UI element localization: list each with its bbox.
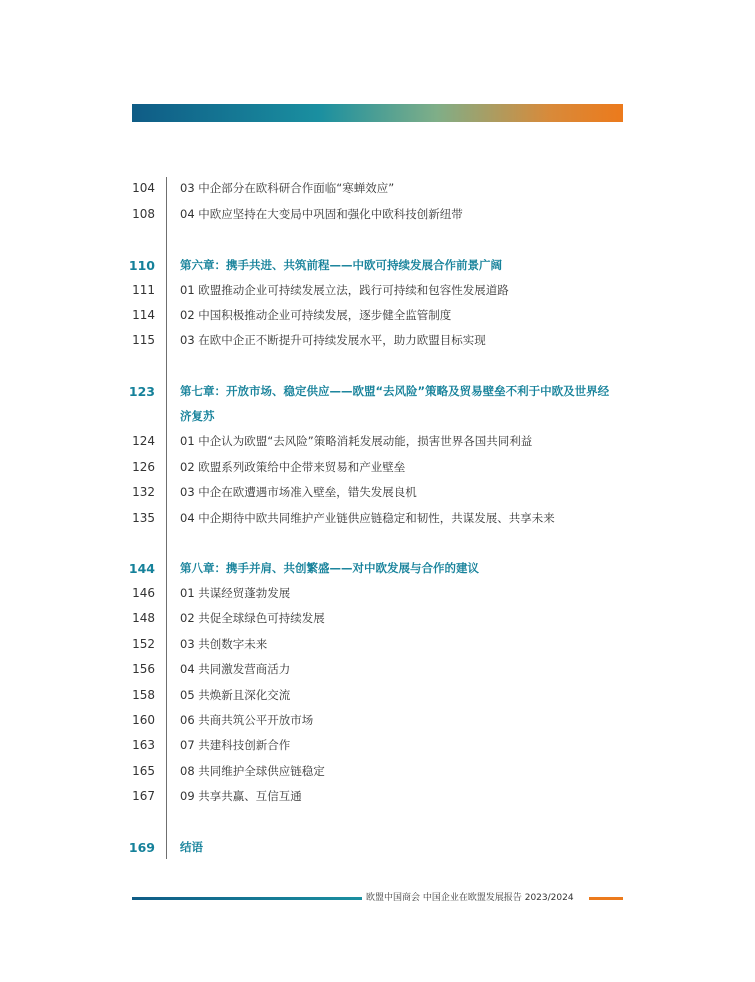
toc-page-number: 156 [132,662,155,676]
toc-page-number: 115 [132,333,155,347]
toc-page-number: 163 [132,738,155,752]
footer-line-right [589,897,623,900]
toc-page-number: 126 [132,460,155,474]
footer-line-left [132,897,362,900]
toc-entry[interactable] [0,632,755,657]
toc-page-number: 144 [128,561,155,576]
toc-page-number: 160 [132,713,155,727]
toc-page-number: 135 [132,511,155,525]
toc-page-number: 158 [132,688,155,702]
toc-entry[interactable] [0,303,755,328]
toc-entry[interactable] [0,202,755,227]
toc-page-number: 152 [132,637,155,651]
toc-entry-title: 03 共创数字未来 [180,637,268,651]
toc-entry[interactable] [0,328,755,353]
footer-report-title: 欧盟中国商会 中国企业在欧盟发展报告 2023/2024 [366,893,574,903]
toc-chapter-entry[interactable] [0,556,755,581]
toc-entry[interactable] [0,733,755,758]
toc-entry-title: 01 共谋经贸蓬勃发展 [180,586,291,600]
toc-page-number: 111 [132,283,155,297]
toc-entry-title: 04 中欧应坚持在大变局中巩固和强化中欧科技创新纽带 [180,207,463,221]
toc-entry[interactable] [0,683,755,708]
toc-entry[interactable] [0,657,755,682]
toc-entry[interactable] [0,429,755,454]
toc-page-number: 110 [128,258,155,273]
toc-entry-title: 03 在欧中企正不断提升可持续发展水平，助力欧盟目标实现 [180,333,486,347]
toc-page-number: 148 [132,611,155,625]
toc-entry-title: 04 中企期待中欧共同维护产业链供应链稳定和韧性，共谋发展、共享未来 [180,511,555,525]
toc-page-number: 108 [132,207,155,221]
toc-entry[interactable] [0,176,755,201]
toc-entry-title: 02 中国积极推动企业可持续发展，逐步健全监管制度 [180,308,452,322]
toc-chapter-entry[interactable] [0,253,755,278]
toc-entry[interactable] [0,455,755,480]
toc-chapter-entry[interactable] [0,379,755,429]
toc-page-number: 146 [132,586,155,600]
toc-page-number: 104 [132,181,155,195]
toc-page-number: 114 [132,308,155,322]
toc-entry[interactable] [0,480,755,505]
toc-entry-title: 01 中企认为欧盟“去风险”策略消耗发展动能，损害世界各国共同利益 [180,434,533,448]
toc-entry-title: 08 共同维护全球供应链稳定 [180,764,325,778]
toc-entry-title: 01 欧盟推动企业可持续发展立法，践行可持续和包容性发展道路 [180,283,509,297]
toc-entry[interactable] [0,581,755,606]
toc-chapter-title: 第八章：携手并肩、共创繁盛——对中欧发展与合作的建议 [180,561,479,575]
toc-entry-title: 05 共焕新且深化交流 [180,688,291,702]
toc-chapter-title: 第六章：携手共进、共筑前程——中欧可持续发展合作前景广阔 [180,258,502,272]
toc-page-number: 165 [132,764,155,778]
toc-chapter-entry[interactable] [0,835,755,860]
toc-entry-title: 06 共商共筑公平开放市场 [180,713,314,727]
toc-chapter-title: 第七章：开放市场、稳定供应——欧盟“去风险”策略及贸易壁垒不利于中欧及世界经济复苏 [180,384,610,423]
toc-entry-title: 02 共促全球绿色可持续发展 [180,611,325,625]
toc-page-number: 132 [132,485,155,499]
toc-entry-title: 02 欧盟系列政策给中企带来贸易和产业壁垒 [180,460,406,474]
toc-page-number: 167 [132,789,155,803]
toc-entry[interactable] [0,506,755,531]
toc-entry[interactable] [0,759,755,784]
toc-entry-title: 04 共同激发营商活力 [180,662,291,676]
toc-entry[interactable] [0,784,755,809]
toc-entry-title: 03 中企部分在欧科研合作面临“寒蝉效应” [180,181,395,195]
toc-entry-title: 03 中企在欧遭遇市场准入壁垒，错失发展良机 [180,485,417,499]
toc-entry[interactable] [0,606,755,631]
toc-page-number: 124 [132,434,155,448]
toc-entry[interactable] [0,278,755,303]
toc-entry[interactable] [0,708,755,733]
toc-chapter-title: 结语 [180,840,203,854]
toc-page-number: 123 [128,384,155,399]
toc-page-number: 169 [128,840,155,855]
toc-entry-title: 09 共享共赢、互信互通 [180,789,302,803]
toc-entry-title: 07 共建科技创新合作 [180,738,291,752]
